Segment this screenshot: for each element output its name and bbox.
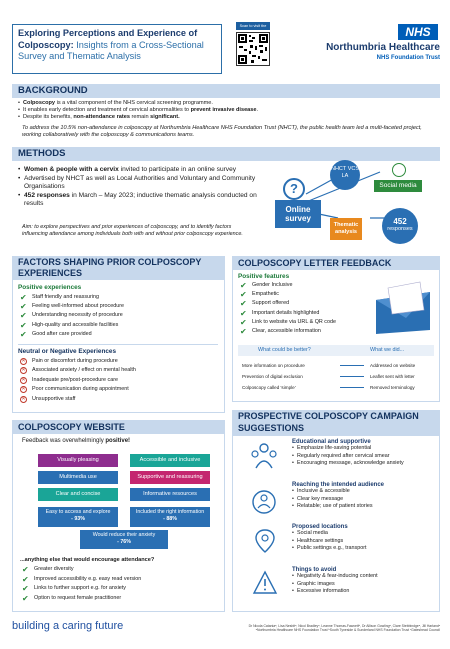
website-heading: COLPOSCOPY WEBSITE (12, 420, 225, 434)
pill-multimedia: Multimedia use (38, 471, 118, 484)
methods-bullet: • Advertised by NHCT as well as Local Authorities and Voluntary and Community Organisations (18, 174, 256, 191)
campaign-group (292, 524, 438, 553)
positive-item-text: Staff friendly and reassuring (32, 294, 100, 300)
methods-list (18, 166, 268, 209)
credits-affiliations: ᵃNorthumbria Healthcare NHS Foundation Trust ᵇSouth Tyneside & Sunderland NHS Foundation Trust ᶜGateshead Council (255, 628, 440, 633)
campaign-group-list (292, 573, 438, 596)
campaign-group-title: Educational and supportive (292, 439, 371, 445)
negative-item (20, 376, 220, 385)
campaign-group (292, 482, 438, 511)
check-icon: ✔ (22, 593, 29, 603)
factors-heading: FACTORS SHAPING PRIOR COLPOSCOPY EXPERIENCES (12, 256, 225, 280)
responses-label: responses (387, 226, 413, 232)
answer-item (22, 594, 220, 604)
poster-title (18, 28, 216, 63)
background-bullet: • It enables early detection and treatment of cervical abnormalities to prevent invasive disease. (18, 107, 436, 114)
positive-item (20, 321, 220, 330)
target-audience-icon (250, 488, 278, 516)
campaign-group-title: Proposed locations (292, 524, 348, 530)
check-icon: ✔ (240, 290, 247, 300)
check-icon: ✔ (240, 281, 247, 290)
campaign-item: • Encouraging message, acknowledge anxiety (292, 460, 438, 468)
intro-text: Feedback was overwhelmingly (22, 438, 106, 444)
letter-feature-text: Empathetic (252, 291, 279, 298)
campaign-item: • Relatable; use of patient stories (292, 503, 438, 511)
website-question: ...anything else that would encourage attendance? (20, 557, 155, 563)
check-icon: ✔ (20, 329, 27, 339)
table-row (238, 371, 434, 382)
campaign-group-list (292, 530, 438, 553)
pill-informative: Informative resources (130, 488, 210, 501)
negative-item-text: Inadequate pre/post-procedure care (32, 376, 119, 383)
orgs-circle: NHCT VCS LA (330, 160, 360, 190)
positive-item-text: Understanding necessity of procedure (32, 312, 123, 319)
pill-accessible: Accessible and inclusive (130, 454, 210, 467)
methods-bullet: • Women & people with a cervix invited to participate in an online survey (18, 166, 237, 173)
campaign-item: • Graphic images (292, 581, 438, 589)
campaign-group (292, 439, 438, 468)
pill-visually-pleasing: Visually pleasing (38, 454, 118, 467)
check-icon: ✔ (22, 584, 29, 594)
negative-item-text: Unsupportive staff (32, 395, 76, 402)
responses-circle (382, 208, 418, 244)
nhs-logo: NHS (398, 24, 438, 40)
warning-icon (252, 570, 278, 596)
table-head-left: What could be better? (258, 347, 311, 353)
social-media-icon (392, 163, 406, 177)
arrow-icon (340, 376, 364, 377)
campaign-item: • Excessive information (292, 588, 438, 596)
qr-code-icon[interactable] (236, 32, 270, 66)
negative-item (20, 385, 220, 394)
qr-label: Scan to visit the (236, 22, 270, 30)
letter-feature-text: Link to website via URL & QR code (252, 318, 336, 325)
positive-item (20, 330, 220, 339)
answer-text: Option to request female practitioner (34, 594, 122, 601)
campaign-item: • Clear key message (292, 496, 438, 504)
intro-bold: positive! (105, 438, 131, 444)
negative-item (20, 395, 220, 404)
campaign-item: • Inclusive & accessible (292, 488, 438, 496)
campaign-item: • Emphasize life-saving potential (292, 445, 438, 453)
letter-feature-text: Support offered (252, 300, 290, 307)
letter-feature (240, 299, 370, 308)
answer-text: Greater diversity (34, 566, 74, 572)
positive-item-text: Good after care provided (32, 330, 92, 337)
letter-heading: COLPOSCOPY LETTER FEEDBACK (232, 256, 440, 270)
poster-title-box (12, 24, 222, 74)
stat-text: Included the right information (135, 509, 205, 515)
answer-item (22, 584, 220, 594)
online-survey-box: Online survey (275, 200, 321, 228)
table-row (238, 360, 434, 371)
check-icon: ✔ (240, 327, 247, 337)
letter-feature-text: Gender Inclusive (252, 282, 293, 288)
background-heading: BACKGROUND (12, 84, 440, 98)
poster-title-sub: Insights from a Cross-Sectional Survey and Thematic Analysis (18, 39, 204, 61)
answer-item (22, 565, 220, 575)
answer-text: Improved accessibility e.g. easy read version (34, 575, 142, 582)
negative-experiences-list (20, 357, 220, 404)
background-list (18, 100, 436, 122)
stat-value: - 76% (117, 539, 131, 545)
cross-icon: ✕ (21, 358, 26, 364)
campaign-item: • Public settings e.g., transport (292, 545, 438, 553)
table-cell-right: Leaflet sent with letter (370, 374, 415, 379)
check-icon: ✔ (240, 317, 247, 327)
negative-item-text: Poor communication during appointment (32, 386, 129, 393)
check-icon: ✔ (240, 299, 247, 309)
table-cell-right: Removed terminology (370, 385, 415, 390)
stat-text: Would reduce their anxiety (92, 532, 156, 538)
negative-item-text: Pain or discomfort during procedure (32, 358, 118, 364)
table-cell-left: Colposcopy called 'simple' (242, 385, 296, 390)
campaign-group-title: Things to avoid (292, 567, 337, 573)
campaign-heading: PROSPECTIVE COLPOSCOPY CAMPAIGN SUGGESTIONS (232, 410, 440, 436)
author-credits (230, 624, 440, 633)
check-icon: ✔ (22, 574, 29, 584)
methods-heading: METHODS (12, 147, 440, 161)
question-icon: ? (283, 178, 305, 200)
letter-table-header (238, 345, 434, 356)
campaign-item: • Healthcare settings (292, 538, 438, 546)
negative-item (20, 366, 220, 375)
letter-feature (240, 281, 370, 290)
thematic-analysis-box: Thematic analysis (330, 218, 362, 240)
check-icon: ✔ (240, 308, 247, 318)
positive-experiences-heading: Positive experiences (18, 284, 82, 291)
methods-aim: Aim: to explore perspectives and prior experiences of colposcopy, and to identify factors influencing attendance among individuals both with and without prior colposcopy experience. (22, 224, 243, 237)
arrow-icon (340, 365, 364, 366)
cross-icon: ✕ (21, 376, 26, 383)
letter-feature (240, 327, 370, 336)
campaign-group (292, 567, 438, 596)
background-bullet: • Colposcopy is a vital component of the NHS cervical screening programme. (18, 100, 436, 107)
stat-reduce-anxiety (80, 530, 168, 549)
positive-item-text: High-quality and accessible facilities (32, 321, 119, 328)
table-row (238, 382, 434, 393)
letter-table (238, 360, 434, 393)
divider (18, 344, 218, 345)
negative-item (20, 357, 220, 366)
positive-item-text: Feeling well-informed about procedure (32, 303, 124, 310)
social-media-box: Social media (374, 180, 422, 192)
trust-name: Northumbria Healthcare (326, 42, 440, 53)
negative-item-text: Associated anxiety / effect on mental health (32, 367, 136, 374)
people-icon (250, 442, 278, 470)
table-cell-right: Addressed on website (370, 363, 416, 368)
positive-item (20, 302, 220, 311)
letter-feature (240, 309, 370, 318)
table-cell-left: More information on procedure (242, 363, 305, 368)
arrow-icon (340, 387, 364, 388)
campaign-group-title: Reaching the intended audience (292, 482, 385, 488)
methods-bullet: • 452 responses in March – May 2023; inductive thematic analysis conducted on results (18, 191, 257, 208)
positive-item (20, 293, 220, 302)
check-icon: ✔ (20, 293, 27, 302)
envelope-icon (372, 280, 434, 336)
footer-logo: building a caring future (12, 620, 124, 632)
letter-features-list (240, 281, 370, 336)
letter-feature-text: Important details highlighted (252, 309, 320, 316)
website-intro (22, 438, 130, 444)
background-aim: To address the 10.5% non-attendance in colposcopy at Northumbria Healthcare NHS Foundation Trust (NHCT), the public health team led a multi-faceted project, working collaboratively with the colposcopy & communications teams. (22, 125, 422, 138)
check-icon: ✔ (20, 302, 27, 312)
cross-icon: ✕ (21, 395, 26, 402)
stat-easy-access (38, 507, 118, 527)
answer-item (22, 575, 220, 585)
letter-feature (240, 318, 370, 327)
website-answers (22, 565, 220, 603)
check-icon: ✔ (20, 320, 27, 330)
answer-text: Links to further support e.g. for anxiety (34, 585, 126, 592)
campaign-item: • Social media (292, 530, 438, 538)
responses-number: 452 (393, 217, 407, 226)
pill-clear: Clear and concise (38, 488, 118, 501)
stat-value: - 88% (163, 516, 177, 522)
letter-positive-heading: Positive features (238, 273, 290, 280)
table-head-right: What we did... (370, 347, 405, 353)
letter-feature-text: Clear, accessible information (252, 328, 321, 335)
stat-text: Easy to access and explore (45, 509, 111, 515)
background-bullet: • Despite its benefits, non-attendance rates remain significant. (18, 114, 436, 121)
letter-feature (240, 290, 370, 299)
credits-authors: Dr Nicola Cataniaᵃ, Lisa Nesbitᵃ, Nicol Bradleyᵃ, Leanne Thomas-Fawcettᵇ, Dr Allison Gowlingᵃ, Clare Stebbindgeᵃ, Jill Harlandᵃ (248, 624, 440, 628)
check-icon: ✔ (22, 565, 29, 574)
location-pin-icon (252, 528, 278, 554)
trust-subtitle: NHS Foundation Trust (376, 55, 440, 61)
cross-icon: ✕ (21, 386, 26, 393)
campaign-group-list (292, 445, 438, 468)
negative-experiences-heading: Neutral or Negative Experiences (18, 348, 117, 355)
campaign-group-list (292, 488, 438, 511)
campaign-item: • Negativity & fear-inducing content (292, 573, 438, 581)
cross-icon: ✕ (21, 367, 26, 374)
positive-item (20, 311, 220, 320)
poster-title-main: Exploring Perceptions and Experience of Colposcopy: (18, 28, 198, 50)
stat-right-info (130, 507, 210, 527)
table-cell-left: Prevention of digital exclusion (242, 374, 303, 379)
stat-value: - 93% (71, 516, 85, 522)
check-icon: ✔ (20, 311, 27, 321)
campaign-item: • Regularly required after cervical smear (292, 453, 438, 461)
positive-experiences-list (20, 293, 220, 339)
pill-supportive: Supportive and reassuring (130, 471, 210, 484)
